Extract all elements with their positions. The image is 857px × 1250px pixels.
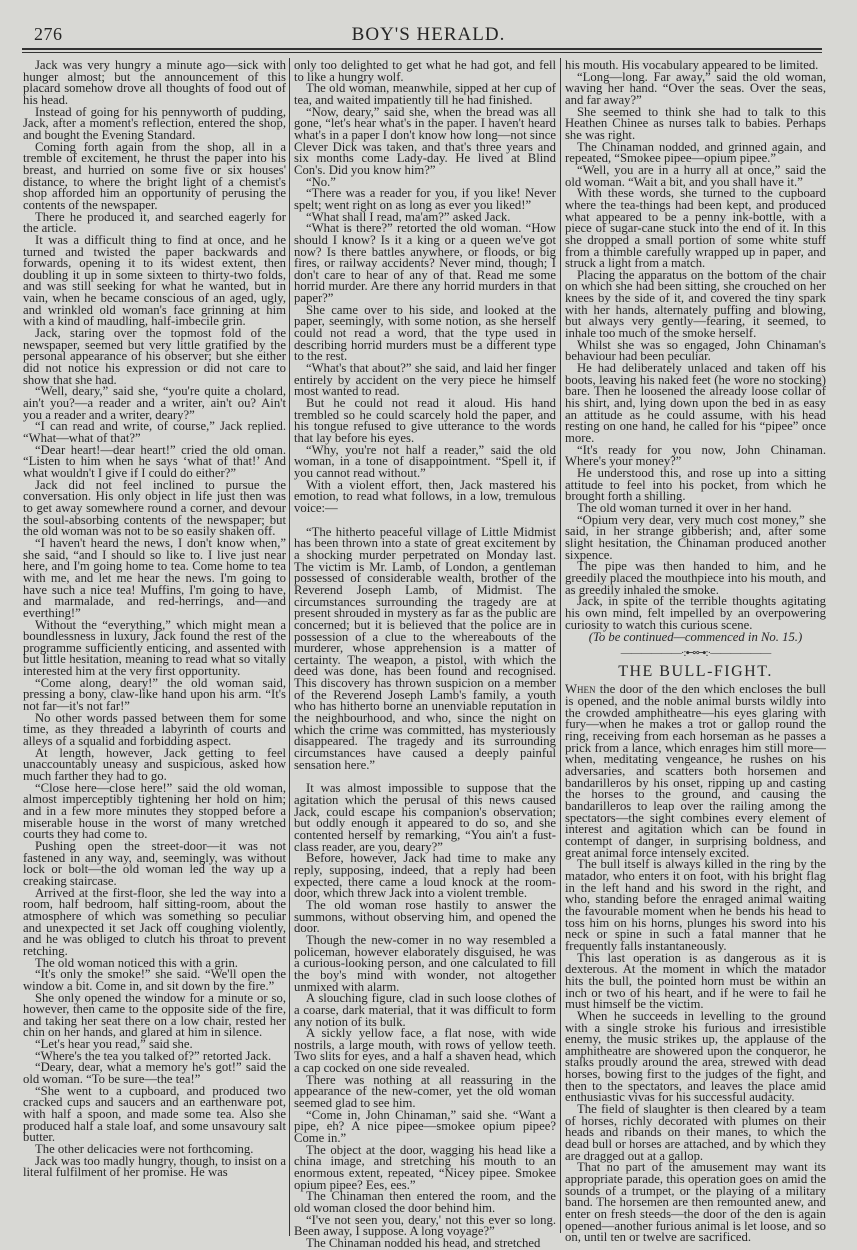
paragraph: “It's ready for you now, John Chinaman. Where's your money?”	[565, 442, 826, 469]
to-be-continued-note: (To be continued—commenced in No. 15.)	[588, 630, 803, 645]
paragraph: “Well, deary,” said she, “you're quite a cholard, ain't you?—a reader and a writer, ain't ou? Ain't you a reader and a writer, deary?”	[23, 384, 286, 422]
paragraph: With these words, she turned to the cupboard where the tea-things had been kept, and produced what appeared to be a penny ink-bottle, with a piece of sugar-cane stuck into the end of it. In this she dropped a small portion of some white stuff from a thimble carefully wrapped up in paper, and struck a light from a match.	[565, 186, 826, 271]
paragraph: Whilst she was so engaged, John Chinaman's behaviour had been peculiar.	[565, 337, 826, 364]
paragraph: “What's that about?” she said, and laid her finger entirely by accident on the very piece he himself most wanted to read.	[294, 361, 556, 399]
paragraph: No other words passed between them for some time, as they threaded a labyrinth of courts and alleys of a squalid and forbidding aspect.	[23, 710, 286, 749]
paragraph: Placing the apparatus on the bottom of the chair on which she had been sitting, she crouched on her knees by the side of it, and covered the tiny spark with her hands, alternately puffing and blowing, but always very gently—fearing, it seemed, to inhale too much of the smoke herself.	[565, 267, 826, 341]
paragraph: The pipe was then handed to him, and he greedily placed the mouthpiece into his mouth, and as greedily inhaled the smoke.	[565, 559, 826, 597]
paragraph: “I haven't heard the news, I don't know when,” she said, “and I should so like to. I live just near here, and I'm going home to tea. Come home to tea with me, and let me hear the news. I'm going to have such a nice tea! Muffins, I'm going to have, and marmalade, and red-herrings, and—and everthing!”	[23, 535, 286, 620]
paragraph: “The hitherto peaceful village of Little Midmist has been thrown into a state of great excitement by a shocking murder perpetrated on Monday last. The victim is Mr. Lamb, of London, a gentleman possessed of considerable wealth, brother of the Reverend Joseph Lamb, of Midmist. The circumstances surrounding the tragedy are at present shrouded in mystery as far as the public are concerned; but it is believed that the police are in possession of a clue to the whereabouts of the murderer, whose apprehension is a matter of certainty. The weapon, a pistol, with which the deed was done, has been found and recognised. This discovery has thrown suspicion on a member of the Reverend Joseph Lamb's family, a youth who has hitherto borne an unenviable reputation in the neighbourhood, and who, since the night on which the crime was committed, has mysteriously disappeared. The tragedy and its surrounding circumstances have caused a deeply painful sensation here.”	[294, 524, 556, 772]
paragraph: He understood this, and rose up into a sitting attitude to feel into his pocket, from which he brought forth a shilling.	[565, 465, 826, 504]
paragraph: This last operation is as dangerous as it is dexterous. At the moment in which the matador hits the bull, the pointed horn must be within an inch or two of his heart, and if he were to fail he must himself be the victim.	[565, 950, 826, 1012]
paragraph: She came over to his side, and looked at the paper, seemingly, with some notion, as she herself could not read a word, that the type used in describing horrid murders must be a different type to the rest.	[294, 302, 556, 364]
paragraph: “There was a reader for you, if you like! Never spelt; went right on as long as ever you liked!”	[294, 186, 556, 212]
paragraph: She only opened the window for a minute or so, however, then came to the opposite side of the fire, and taking her seat there on a low chair, rested her chin on her hands, and glared at him in silence.	[23, 990, 286, 1040]
paragraph: “Opium very dear, very much cost money,” she said, in her strange gibberish; and, after some slight hesitation, the Chinaman produced another sixpence.	[565, 512, 826, 562]
paragraph-text: the door of the den which encloses the bull is opened, and the noble animal bursts wildly into the crowded amphitheatre—his eyes glaring with fury—when he makes a trot or gallop round the ring, receiving from each horseman as he passes a prick from a lance, which enrages him still more—when, meditating vengeance, he rushes on his adversaries, and scatters both horsemen and bandarilleros by his onset, ripping up and casting the horses to the ground, and causing the bandarilleros to leap over the railing among the spectators—the sight combines every element of interest and agitation which can be found in contempt of danger, in surprising boldness, and great animal force intensely excited.	[565, 682, 826, 860]
paragraph: “Come in, John Chinaman,” said she. “Want a pipe, eh? A nice pipee—smokee opium pipee? Come in.”	[294, 1107, 556, 1146]
paragraph: “She went to a cupboard, and produced two cracked cups and saucers and an earthenware pot, with half a spoon, and made some tea. Also she produced half a stale loaf, and some unsavoury salt butter.	[23, 1083, 286, 1145]
paragraph: “I've not seen you, deary,' not this ever so long. Been away, I suppose. A long voyage?”	[294, 1212, 556, 1239]
paragraph: “Let's hear you read,” said she.	[35, 1037, 193, 1052]
paragraph: “Well, you are in a hurry all at once,” said the old woman. “Wait a bit, and you shall have it.”	[565, 162, 826, 189]
paragraph: “It's only the smoke!” she said. “We'll open the window a bit. Come in, and sit down by the fire.”	[23, 967, 286, 993]
drop-lead-word: When	[565, 682, 596, 697]
paragraph: “Come along, deary!” the old woman said, pressing a bony, claw-like hand upon his arm. “It's not far—it's not far!”	[23, 675, 286, 714]
paragraph: Jack was very hungry a minute ago—sick with hunger almost; but the announcement of this placard somehow drove all thoughts of food out of his head.	[23, 58, 286, 107]
paragraph: There he produced it, and searched eagerly for the article.	[23, 209, 286, 236]
paragraph: “Now, deary,” said she, when the bread was all gone, “let's hear what's in the paper. I haven't heard what's in a paper I don't know how long—not since Clever Dick was taken, and that's three years and six months come Lady-day. He lived at Blind Con's. Did you know him?”	[294, 104, 556, 177]
paragraph: “I can read and write, of course,” Jack replied. “What—what of that?”	[23, 419, 286, 445]
paragraph: Arrived at the first-floor, she led the way into a room, half bedroom, half sitting-room, about the atmosphere of which was something so peculiar and unexpected it set Jack off coughing violently, and he was obliged to clutch his throat to prevent retching.	[23, 885, 286, 958]
paragraph: “Deary, dear, what a memory he's got!” said the old woman. “To be sure—the tea!”	[23, 1060, 286, 1087]
paragraph: At length, however, Jack getting to feel unaccountably uneasy and suspicious, asked how much farther they had to go.	[23, 745, 286, 784]
paragraph: “Dear heart!—dear heart!” cried the old oman. “Listen to him when he says ‘what of that!’ And what wouldn't I give if I could do either?”	[23, 442, 286, 480]
paragraph: A slouching figure, clad in such loose clothes of a coarse, dark material, that it was difficult to form any notion of its bulk.	[294, 991, 556, 1029]
paragraph: Pushing open the street-door—it was not fastened in any way, and, seemingly, was without lock or bolt—the old woman led the way up a creaking staircase.	[23, 838, 286, 888]
paragraph: “Close here—close here!” said the old woman, almost imperceptibly tightening her hold on him; and in a few more minutes they stopped before a miserable house in the worst of many wretched courts they had come to.	[23, 780, 286, 842]
paragraph: only too delighted to get what he had got, and fell to like a hungry wolf.	[294, 58, 556, 84]
paragraph: Before, however, Jack had time to make any reply, supposing, indeed, that a reply had been expected, there came a loud knock at the room-door, which threw Jack into a violent tremble.	[294, 851, 556, 901]
paragraph: Without the “everything,” which might mean a boundlessness in luxury, Jack found the rest of the programme sufficiently enticing, and assented with but little hesitation, meaning to read what so vitally interested him at the very first opportunity.	[23, 617, 286, 679]
paragraph	[565, 684, 826, 859]
paragraph: With a violent effort, then, Jack mastered his emotion, to read what follows, in a low, tremulous voice:—	[294, 477, 556, 515]
column-3	[565, 58, 826, 1245]
paragraph: Coming forth again from the shop, all in a tremble of excitement, he thrust the paper into his breast, and hurried on some five or six houses' distance, to where the bright light of a chemist's shop afforded him an opportunity of perusing the contents of the newspaper.	[23, 139, 286, 212]
paragraph: It was a difficult thing to find at once, and he turned and twisted the paper backwards and forwards, opening it to its widest extent, then doubling it up in some sixteen to thirty-two folds, and was still seeking for what he wanted, but in vain, when he became conscious of an aged, ugly, and wrinkled old woman's face grinning at him with a kind of maudling, half-imbecile grin.	[23, 232, 286, 329]
paragraph: The Chinaman nodded his head, and stretched	[306, 1235, 541, 1250]
paragraph: Instead of going for his pennyworth of pudding, Jack, after a moment's reflection, entered the shop, and bought the Evening Standard.	[23, 104, 286, 142]
paragraph: “Why, you're not half a reader,” said the old woman, in a tone of disappointment. “Spell it, if you cannot read without.”	[294, 442, 556, 480]
column-2	[294, 58, 556, 1250]
paragraph: It was almost impossible to suppose that the agitation which the perusal of this news caused Jack, could escape his companion's observation; but oddly enough it appeared to do so, and she contented herself by remarking, “You ain't a fust-class reader, are you, deary?”	[294, 781, 556, 854]
column-divider	[289, 58, 290, 1236]
paragraph: When he succeeds in levelling to the ground with a single stroke his furious and irresistible enemy, the music strikes up, the applause of the amphitheatre are showered upon the conqueror, he stalks proudly around the area, strewed with dead horses, bowing first to the judges of the fight, and then to the spectators, and leaves the place amid enthusiastic vivas for his successful audacity.	[565, 1008, 826, 1105]
paragraph: The old woman rose hastily to answer the summons, without observing him, and opened the door.	[294, 897, 556, 936]
paragraph: “What shall I read, ma'am?” asked Jack.	[306, 209, 511, 224]
paragraph: The field of slaughter is then cleared by a team of horses, richly decorated with plumes on their heads and ribands on their manes, to which the dead bull or horses are attached, and by which they are dragged out at a gallop.	[565, 1102, 826, 1163]
paragraph: “Long—long. Far away,” said the old woman, waving her hand. “Over the seas. Over the seas, and far away?”	[565, 69, 826, 107]
paragraph: The Chinaman nodded, and grinned again, and repeated, “Smokee pipee—opium pipee.”	[565, 139, 826, 166]
article-title: THE BULL-FIGHT.	[618, 663, 773, 681]
page-number: 276	[34, 24, 63, 44]
paragraph: The old woman noticed this with a grin.	[35, 955, 238, 970]
column-divider	[560, 58, 561, 1233]
paragraph: The object at the door, wagging his head like a china image, and stretching his mouth to an enormous extent, repeated, “Nicey pipee. Smokee opium pipee? Ees, ees.”	[294, 1142, 556, 1192]
paragraph: He had deliberately unlaced and taken off his boots, leaving his naked feet (he wore no stocking) bare. Then he loosened the already loose collar of his shirt, and, lying down upon the bed in as easy an attitude as he could assume, with his head resting on one hand, he called for his “pipee” once more.	[565, 361, 826, 445]
paragraph: The Chinaman then entered the room, and the old woman closed the door behind him.	[294, 1189, 556, 1215]
paragraph: A sickly yellow face, a flat nose, with wide nostrils, a large mouth, with rows of yellow teeth. Two slits for eyes, and a half a shaven head, which a cap cocked on one side revealed.	[294, 1026, 556, 1076]
paragraph: Jack, staring over the topmost fold of the newspaper, seemed but very little gratified by the personal appearance of his observer; but she either did not notice his expression or did not care to show that she had.	[23, 326, 286, 387]
paragraph: The bull itself is always killed in the ring by the matador, who enters it on foot, with his bright flag in the left hand and his sword in the right, and who, standing before the enraged animal waiting the favourable moment when he bends his head to toss him on his horns, plunges his sword into his neck or spine in such a fatal manner that he frequently falls instantaneously.	[565, 857, 826, 953]
masthead-title: BOY'S HERALD.	[351, 24, 506, 45]
paragraph: Jack, in spite of the terrible thoughts agitating his own mind, felt impelled by an overpowering curiosity to watch this curious scene.	[565, 594, 826, 632]
paragraph: “What is there?” retorted the old woman. “How should I know? Is it a king or a queen we've got now? Is there battles anywhere, or floods, or big fires, or railway accidents? Never mind, though; I don't care to hear of any of that. Read me some horrid murder. Are there any horrid murders in that paper?”	[294, 221, 556, 306]
paragraph: Jack did not feel inclined to pursue the conversation. His only object in life just then was to get away somewhere round a corner, and devour the soul-absorbing contents of the newspaper; but the old woman was not to be so easily shaken off.	[23, 477, 286, 539]
paragraph: Jack was too madly hungry, though, to insist on a literal fulfilment of her promise. He was	[23, 1153, 286, 1180]
paragraph: The old woman turned it over in her hand.	[577, 500, 792, 515]
paragraph: But he could not read it aloud. His hand trembled so he could scarcely hold the paper, and his tongue refused to give utterance to the words that lay before his eyes.	[294, 396, 556, 445]
paragraph: She seemed to think she had to talk to this Heathen Chinee as nurses talk to babies. Perhaps she was right.	[565, 104, 826, 142]
header-rule	[22, 48, 822, 53]
column-1	[23, 60, 286, 1235]
paragraph: There was nothing at all reassuring in the appearance of the new-comer, yet the old woman seemed glad to see him.	[294, 1072, 556, 1111]
paragraph: “No.”	[306, 174, 336, 189]
paragraph: The other delicacies were not forthcoming.	[35, 1142, 254, 1157]
paragraph: his mouth. His vocabulary appeared to be limited.	[565, 58, 819, 72]
paragraph: The old woman, meanwhile, sipped at her cup of tea, and waited impatiently till he had finished.	[294, 81, 556, 107]
paragraph: That no part of the amusement may want its appropriate parade, this operation goes on amid the sounds of a trumpet, or the playing of a military band. The horsemen are then remounted anew, and enter on fresh steeds—the door of the den is again opened—another furious animal is let loose, and so on, until ten or twelve are sacrificed.	[565, 1160, 826, 1245]
paragraph: “Where's the tea you talked of?” retorted Jack.	[35, 1048, 272, 1063]
ornamental-divider: ——————·:⊷⊶:·——————	[620, 646, 771, 659]
paragraph: Though the new-comer in no way resembled a policeman, however elaborately disguised, he was a curious-looking person, and one calculated to fill the boy's mind with wonder, not altogether unmixed with alarm.	[294, 932, 556, 994]
